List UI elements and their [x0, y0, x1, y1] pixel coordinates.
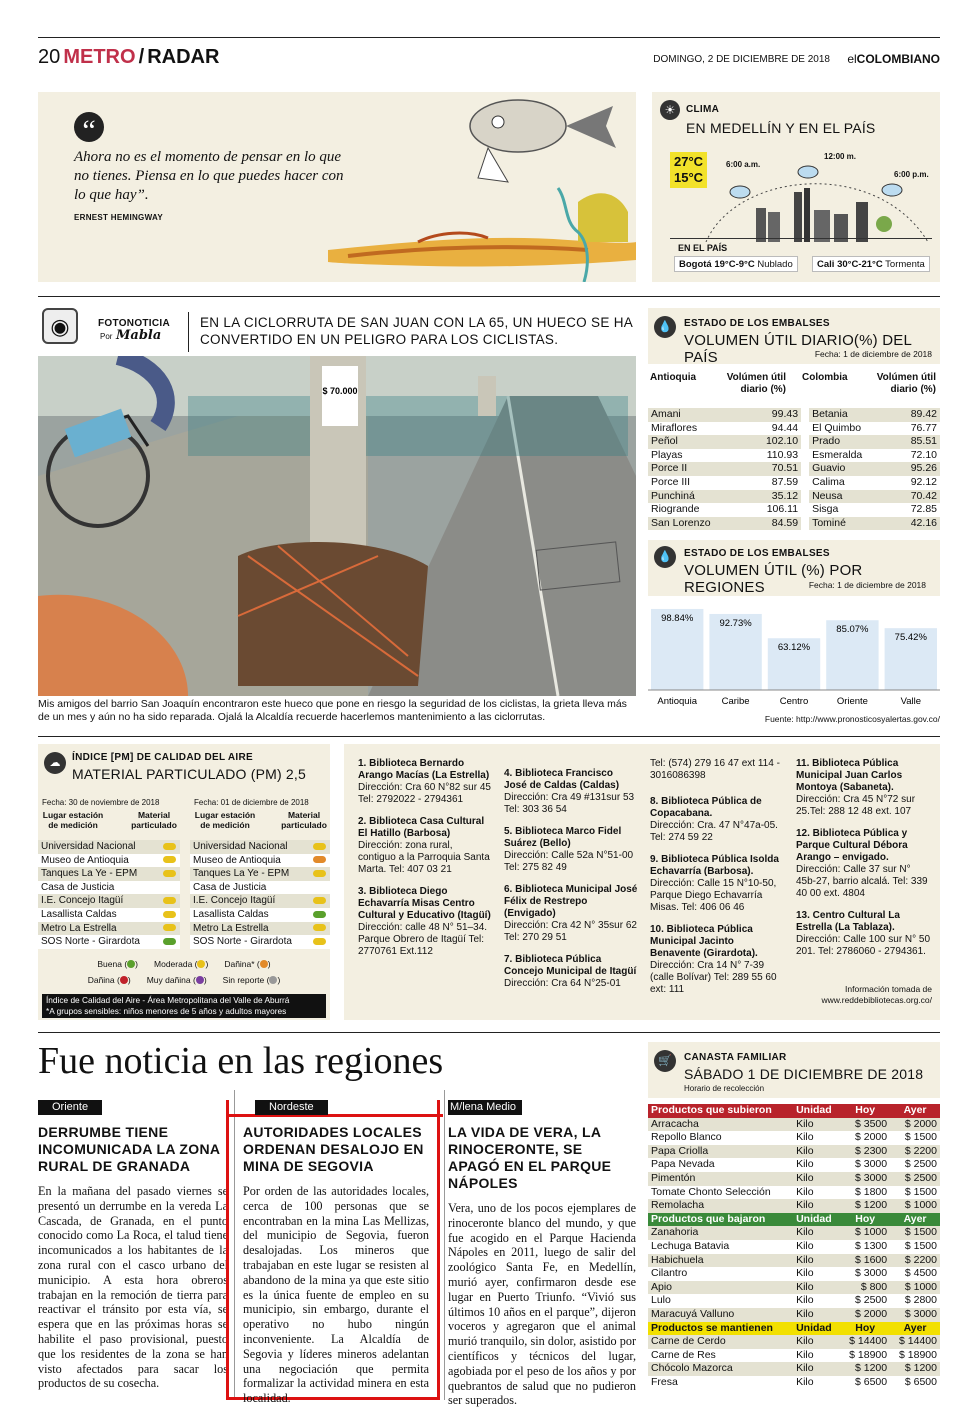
- photo-label: FOTONOTICIA: [98, 318, 171, 329]
- market-row: Tomate Chonto Selección Kilo $ 1800 $ 1500: [648, 1186, 940, 1200]
- drops-icon: 💧: [654, 316, 676, 338]
- reservoir-box: [648, 308, 940, 364]
- reservoir-date: Fecha: 1 de diciembre de 2018: [814, 349, 932, 359]
- reservoir-title: ESTADO DE LOS EMBALSES: [684, 318, 830, 329]
- air-station-row: I.E. Concejo Itagüí: [38, 894, 180, 908]
- air-station-row: Museo de Antioquia: [38, 854, 180, 868]
- market-table: [648, 1104, 940, 1389]
- pm-level-indicator: [313, 897, 326, 904]
- pm-level-indicator: [163, 911, 176, 918]
- air-table-1: [38, 810, 180, 949]
- air-station-row: Casa de Justicia: [190, 881, 330, 895]
- camera-icon: ◉: [42, 308, 78, 344]
- regions-subtitle: VOLUMEN ÚTIL (%) POR REGIONES: [684, 562, 863, 596]
- slash: /: [138, 46, 145, 68]
- library-entry: 6. Biblioteca Municipal José Félix de Restrepo (Envigado) Dirección: Cra 42 N° 35sur 62 Tel: 270 29 51: [504, 884, 638, 943]
- air-table-head: Lugar estación de medición Material particulado: [42, 810, 177, 830]
- photo-headline: EN LA CICLORRUTA DE SAN JUAN CON LA 65, UN HUECO SE HA CONVERTIDO EN UN PELIGRO PARA LOS CICLISTAS.: [200, 315, 633, 347]
- air-table-head: Lugar estación de medición Material particulado: [194, 810, 327, 830]
- fish-illustration: [328, 92, 636, 282]
- region-tag: M/lena Medio: [448, 1100, 522, 1115]
- news-article-3: [448, 1100, 636, 1408]
- category-label: Valle: [900, 696, 922, 707]
- category-label: Centro: [779, 696, 809, 707]
- photo-caption: Mis amigos del barrio San Joaquín encontraron este hueco que pone en riesgo la seguridad de los ciclistas, la grieta lleva más de un mes y aún no ha sido reparada. Ojalá la Alcaldía recuerde hacerlemos mantenimiento a las ciclorrutas.: [38, 698, 627, 723]
- market-subtitle: SÁBADO 1 DE DICIEMBRE DE 2018: [684, 1066, 924, 1082]
- article-body: Vera, uno de los pocos ejemplares de rinoceronte blanco del mundo, y que fue acogido en el Parque Hacienda Nápoles en 2011, luego de salir del zoológico Santa Fe, en Medellín, murió ayer, confirmaron desde ese lugar en Puerto Triunfo. “Vivió sus últimos 10 años en el parque”, dijeron voceros y agregaron que el animal murió tranquilo, sin dolor, asistido por científicos y técnicos del lugar, agobiada por el peso de los años y por quebrantos de salud que no pudieron ser superados.: [448, 1201, 636, 1408]
- air-station-row: Casa de Justicia: [38, 881, 180, 895]
- library-entry: 8. Biblioteca Pública de Copacabana. Dirección: Cra. 47 N°47a-05. Tel: 274 59 22: [650, 796, 778, 843]
- library-entry: 10. Biblioteca Pública Municipal Jacinto Benavente (Girardota). Dirección: Cra 14 N° 7-39 (calle Bolívar) Tel: 289 55 60 ext: 111: [650, 924, 777, 995]
- brand: elCOLOMBIANO: [847, 52, 940, 66]
- region-tag: Nordeste: [255, 1100, 328, 1115]
- time-morning: 6:00 a.m.: [726, 160, 761, 169]
- market-group-header: Productos se mantienen Unidad Hoy Ayer: [648, 1322, 940, 1336]
- pm-level-indicator: [313, 870, 326, 877]
- legend-item: Dañina ( ): [87, 975, 131, 985]
- bar-value-label: 63.12%: [777, 642, 811, 654]
- article-body: En la mañana del pasado viernes se presentó un derrumbe en la vereda La Cascada, de Granada, en el punto conocido como La Roca, el talud tiene incomunicados a los habitantes de la zona rural con el casco urbano del municipio. A esta hora obreros trabajan en la remoción de tierra para reactivar el tránsito por esta vía, se espera que en las próximas horas se habilite el paso provisional, puesto que los residentes de la zona se han visto afectados para sacar los productos de su cosecha.: [38, 1184, 228, 1391]
- library-entry: 3. Biblioteca Diego Echavarría Misas Centro Cultural y Educativo (Itagüí) Dirección: calle 48 N° 51–34. Parque Obrero de Itagüí Tel: 2770761 Ext.112: [358, 886, 491, 957]
- regions-bar-chart: [648, 604, 940, 708]
- market-row: Chócolo Mazorca Kilo $ 1200 $ 1200: [648, 1362, 940, 1376]
- reservoir-row: Punchiná 35.12 Neusa 70.42: [648, 490, 940, 504]
- market-row: Zanahoria Kilo $ 1000 $ 1500: [648, 1226, 940, 1240]
- pm-level-indicator: [163, 856, 176, 863]
- regions-date: Fecha: 1 de diciembre de 2018: [808, 580, 926, 590]
- category-label: Antioquia: [657, 696, 698, 707]
- air-station-row: Universidad Nacional: [38, 840, 180, 854]
- article-body: Por orden de las autoridades locales, cerca de 100 personas que se encontraban en la mina Las Mellizas, del municipio de Segovia, fueron desalojadas. Los mineros que trabajaban en este lugar se resisten al abandono de la mina ya que este sitio es la única fuente de empleo en su municipio, sin embargo, durante el operativo no hubo ningún inconveniente. La Alcaldía de Segovia y líderes mineros adelantan una negociación que permita formalizar la actividad minera en esta localidad.: [243, 1184, 429, 1406]
- weather-subtitle: EN MEDELLÍN Y EN EL PAÍS: [686, 120, 876, 136]
- market-title: CANASTA FAMILIAR: [684, 1052, 787, 1063]
- category-label: Oriente: [836, 696, 868, 707]
- market-row: Apio Kilo $ 800 $ 1000: [648, 1281, 940, 1295]
- time-noon: 12:00 m.: [824, 152, 857, 161]
- photo-image: [38, 356, 636, 696]
- air-station-row: SOS Norte - Girardota: [190, 935, 330, 949]
- air-quality-box: [38, 744, 330, 1020]
- reservoir-rows: [648, 408, 940, 530]
- market-row: Lechuga Batavia Kilo $ 1300 $ 1500: [648, 1240, 940, 1254]
- regions-title: ESTADO DE LOS EMBALSES: [684, 548, 830, 559]
- pm-level-indicator: [313, 938, 326, 945]
- article-headline: AUTORIDADES LOCALES ORDENAN DESALOJO EN MINA DE SEGOVIA: [243, 1124, 424, 1174]
- bar-value-label: 92.73%: [719, 617, 752, 629]
- legend-item: Dañina* ( ): [224, 959, 271, 969]
- pm-level-indicator: [313, 856, 326, 863]
- reservoir-row: Porce II 70.51 Guavio 95.26: [648, 462, 940, 476]
- market-row: Fresa Kilo $ 6500 $ 6500: [648, 1376, 940, 1390]
- library-entry: 7. Biblioteca Pública Concejo Municipal de Itagüí Dirección: Cra 64 N°25-01: [504, 954, 637, 989]
- market-group-header: Productos que subieron Unidad Hoy Ayer: [648, 1104, 940, 1118]
- page-number: 20: [38, 46, 61, 68]
- photo-sign-text: $ 70.000: [322, 386, 358, 396]
- market-note: Horario de recolección: [684, 1084, 765, 1093]
- air-table-2: [190, 810, 330, 949]
- air-station-row: Universidad Nacional: [190, 840, 330, 854]
- pm-level-indicator: [163, 843, 176, 850]
- market-box: [648, 1042, 940, 1098]
- region-tag: Oriente: [38, 1100, 102, 1115]
- air-date-1: Fecha: 30 de noviembre de 2018: [42, 798, 160, 807]
- page-date: DOMINGO, 2 DE DICIEMBRE DE 2018: [653, 54, 830, 65]
- city-weather-bogota: Bogotá 19°C-9°C Nublado: [674, 256, 798, 272]
- pm-level-indicator: [163, 924, 176, 931]
- section-name: METRO: [63, 46, 136, 68]
- reservoir-table-head: Antioquia Volúmen útil diario (%) Colombia Volúmen útil diario (%): [650, 372, 936, 395]
- libraries-source: Información tomada de www.reddebibliotecas.org.co/: [821, 984, 932, 1005]
- regions-box: [648, 540, 940, 596]
- pm-level-indicator: [163, 938, 176, 945]
- legend-item: Moderada ( ): [154, 959, 209, 969]
- quote-icon: “: [74, 112, 104, 142]
- market-row: Carne de Res Kilo $ 18900 $ 18900: [648, 1349, 940, 1363]
- market-row: Remolacha Kilo $ 1200 $ 1000: [648, 1199, 940, 1213]
- libraries-col-2: [504, 768, 638, 990]
- bar-value-label: 85.07%: [836, 624, 869, 636]
- libraries-col-1: [358, 758, 492, 958]
- libraries-col-4: [796, 758, 932, 958]
- market-row: Carne de Cerdo Kilo $ 14400 $ 14400: [648, 1335, 940, 1349]
- air-date-2: Fecha: 01 de diciembre de 2018: [194, 798, 309, 807]
- pm-level-indicator: [163, 897, 176, 904]
- libraries-box: [344, 744, 940, 1020]
- time-evening: 6:00 p.m.: [894, 170, 929, 179]
- drops-icon-2: 💧: [654, 546, 676, 568]
- weather-icon: ☀: [660, 100, 680, 120]
- cart-icon: 🛒: [654, 1050, 676, 1072]
- reservoir-row: San Lorenzo 84.59 Tominé 42.16: [648, 517, 940, 531]
- reservoir-table: [648, 372, 940, 530]
- air-station-row: Lasallista Caldas: [38, 908, 180, 922]
- library-entry: 2. Biblioteca Casa Cultural El Hatillo (Barbosa) Dirección: zona rural, contiguo a la Parroquia Santa Marta. Tel: 407 03 21: [358, 816, 490, 875]
- air-icon: ☁: [44, 752, 66, 774]
- temperature-high: 27°C: [674, 154, 704, 169]
- news-article-2: [226, 1100, 440, 1406]
- pm-level-indicator: [313, 843, 326, 850]
- library-tel: Tel: (574) 279 16 47 ext 114 - 3016086398: [650, 758, 780, 781]
- library-entry: 1. Biblioteca Bernardo Arango Macías (La Estrella) Dirección: Cra 60 N°82 sur 45 Tel: 2792022 - 2794361: [358, 758, 491, 805]
- air-footer: Índice de Calidad del Aire - Área Metropolitana del Valle de Aburrá *A grupos sensibles: niños menores de 5 años y adultos mayores: [42, 994, 326, 1018]
- bar-value-label: 98.84%: [661, 612, 694, 624]
- library-entry: 13. Centro Cultural La Estrella (La Tablaza). Dirección: Calle 100 sur N° 50 201. Tel: 2786060 - 2794361.: [796, 910, 931, 957]
- reservoir-row: Amani 99.43 Betania 89.42: [648, 408, 940, 422]
- market-row: Papa Nevada Kilo $ 3000 $ 2500: [648, 1158, 940, 1172]
- quote-author: ERNEST HEMINGWAY: [74, 213, 163, 222]
- market-row: Pimentón Kilo $ 3000 $ 2500: [648, 1172, 940, 1186]
- pm-level-indicator: [313, 911, 326, 918]
- bar-value-label: 75.42%: [894, 632, 927, 644]
- air-title: ÍNDICE [PM] DE CALIDAD DEL AIRE: [72, 752, 253, 763]
- air-station-row: SOS Norte - Girardota: [38, 935, 180, 949]
- temperature-low: 15°C: [674, 170, 704, 185]
- photo-by: Por: [100, 332, 113, 341]
- legend-item: Sin reporte ( ): [222, 975, 281, 985]
- air-station-row: Tanques La Ye - EPM: [190, 867, 330, 881]
- skyline-illustration: [696, 152, 936, 242]
- subsection-name: RADAR: [147, 46, 220, 68]
- reservoir-row: Riogrande 106.11 Sisga 72.85: [648, 503, 940, 517]
- air-subtitle: MATERIAL PARTICULADO (PM) 2,5: [72, 766, 306, 782]
- market-row: Papa Criolla Kilo $ 2300 $ 2200: [648, 1145, 940, 1159]
- photo-signature: Mabla: [116, 328, 162, 343]
- air-station-row: I.E. Concejo Itagüí: [190, 894, 330, 908]
- market-row: Lulo Kilo $ 2500 $ 2800: [648, 1294, 940, 1308]
- reservoir-row: Porce III 87.59 Calima 92.12: [648, 476, 940, 490]
- market-group-header: Productos que bajaron Unidad Hoy Ayer: [648, 1213, 940, 1227]
- market-row: Cilantro Kilo $ 3000 $ 4500: [648, 1267, 940, 1281]
- library-entry: 11. Biblioteca Pública Municipal Juan Carlos Montoya (Sabaneta). Dirección: Cra 45 N°72 sur 25.Tel: 288 12 48 ext. 107: [796, 758, 916, 817]
- category-label: Caribe: [721, 696, 750, 707]
- library-entry: 12. Biblioteca Pública y Parque Cultural Débora Arango – envigado. Dirección: Calle 37 sur N° 45b-27, barrio alcalá. Tel: 339 40 00 ext. 4804: [796, 828, 928, 899]
- air-station-row: Metro La Estrella: [38, 922, 180, 936]
- photo-news: [38, 306, 636, 726]
- market-row: Maracuyá Valluno Kilo $ 2000 $ 3000: [648, 1308, 940, 1322]
- page-header: [38, 46, 940, 70]
- article-headline: LA VIDA DE VERA, LA RINOCERONTE, SE APAGÓ EN EL PARQUE NÁPOLES: [448, 1124, 612, 1191]
- library-entry: 4. Biblioteca Francisco José de Caldas (Caldas) Dirección: Cra 49 #131sur 53 Tel: 303 36 54: [504, 768, 635, 815]
- library-entry: 9. Biblioteca Pública Isolda Echavarría (Barbosa). Dirección: Calle 15 N°10-50, Parque Diego Echavarría Misas. Tel: 406 06 46: [650, 854, 779, 913]
- quote-text: Ahora no es el momento de pensar en lo que no tienes. Piensa en lo que puedes hacer con lo que hay”.: [74, 149, 344, 203]
- regions-source: Fuente: http://www.pronosticosyalertas.gov.co/: [764, 714, 940, 724]
- regions-news-title: Fue noticia en las regiones: [38, 1040, 444, 1082]
- air-station-row: Tanques La Ye - EPM: [38, 867, 180, 881]
- legend-item: Buena ( ): [97, 959, 139, 969]
- reservoir-row: Miraflores 94.44 El Quimbo 76.77: [648, 422, 940, 436]
- library-entry: 5. Biblioteca Marco Fidel Suárez (Bello) Dirección: Calle 52a N°51-00 Tel: 275 82 49: [504, 826, 634, 873]
- reservoir-row: Playas 110.93 Esmeralda 72.10: [648, 449, 940, 463]
- market-row: Habichuela Kilo $ 1600 $ 2200: [648, 1254, 940, 1268]
- pm-level-indicator: [163, 870, 176, 877]
- air-station-row: Museo de Antioquia: [190, 854, 330, 868]
- city-weather-cali: Cali 30°C-21°C Tormenta: [812, 256, 930, 272]
- news-article-1: [38, 1100, 228, 1391]
- country-label: EN EL PAÍS: [678, 243, 728, 253]
- market-row: Arracacha Kilo $ 3500 $ 2000: [648, 1118, 940, 1132]
- air-station-row: Lasallista Caldas: [190, 908, 330, 922]
- air-station-row: Metro La Estrella: [190, 922, 330, 936]
- market-row: Repollo Blanco Kilo $ 2000 $ 1500: [648, 1131, 940, 1145]
- air-legend: [38, 956, 330, 988]
- weather-box: [652, 92, 940, 282]
- libraries-col-3: [650, 758, 784, 996]
- quote-box: [38, 92, 636, 282]
- reservoir-row: Peñol 102.10 Prado 85.51: [648, 435, 940, 449]
- article-headline: DERRUMBE TIENE INCOMUNICADA LA ZONA RURAL DE GRANADA: [38, 1124, 220, 1174]
- legend-item: Muy dañina ( ): [146, 975, 207, 985]
- weather-title: CLIMA: [686, 104, 720, 115]
- pm-level-indicator: [313, 924, 326, 931]
- reservoir-subtitle: VOLUMEN ÚTIL DIARIO(%) DEL PAÍS: [684, 332, 912, 366]
